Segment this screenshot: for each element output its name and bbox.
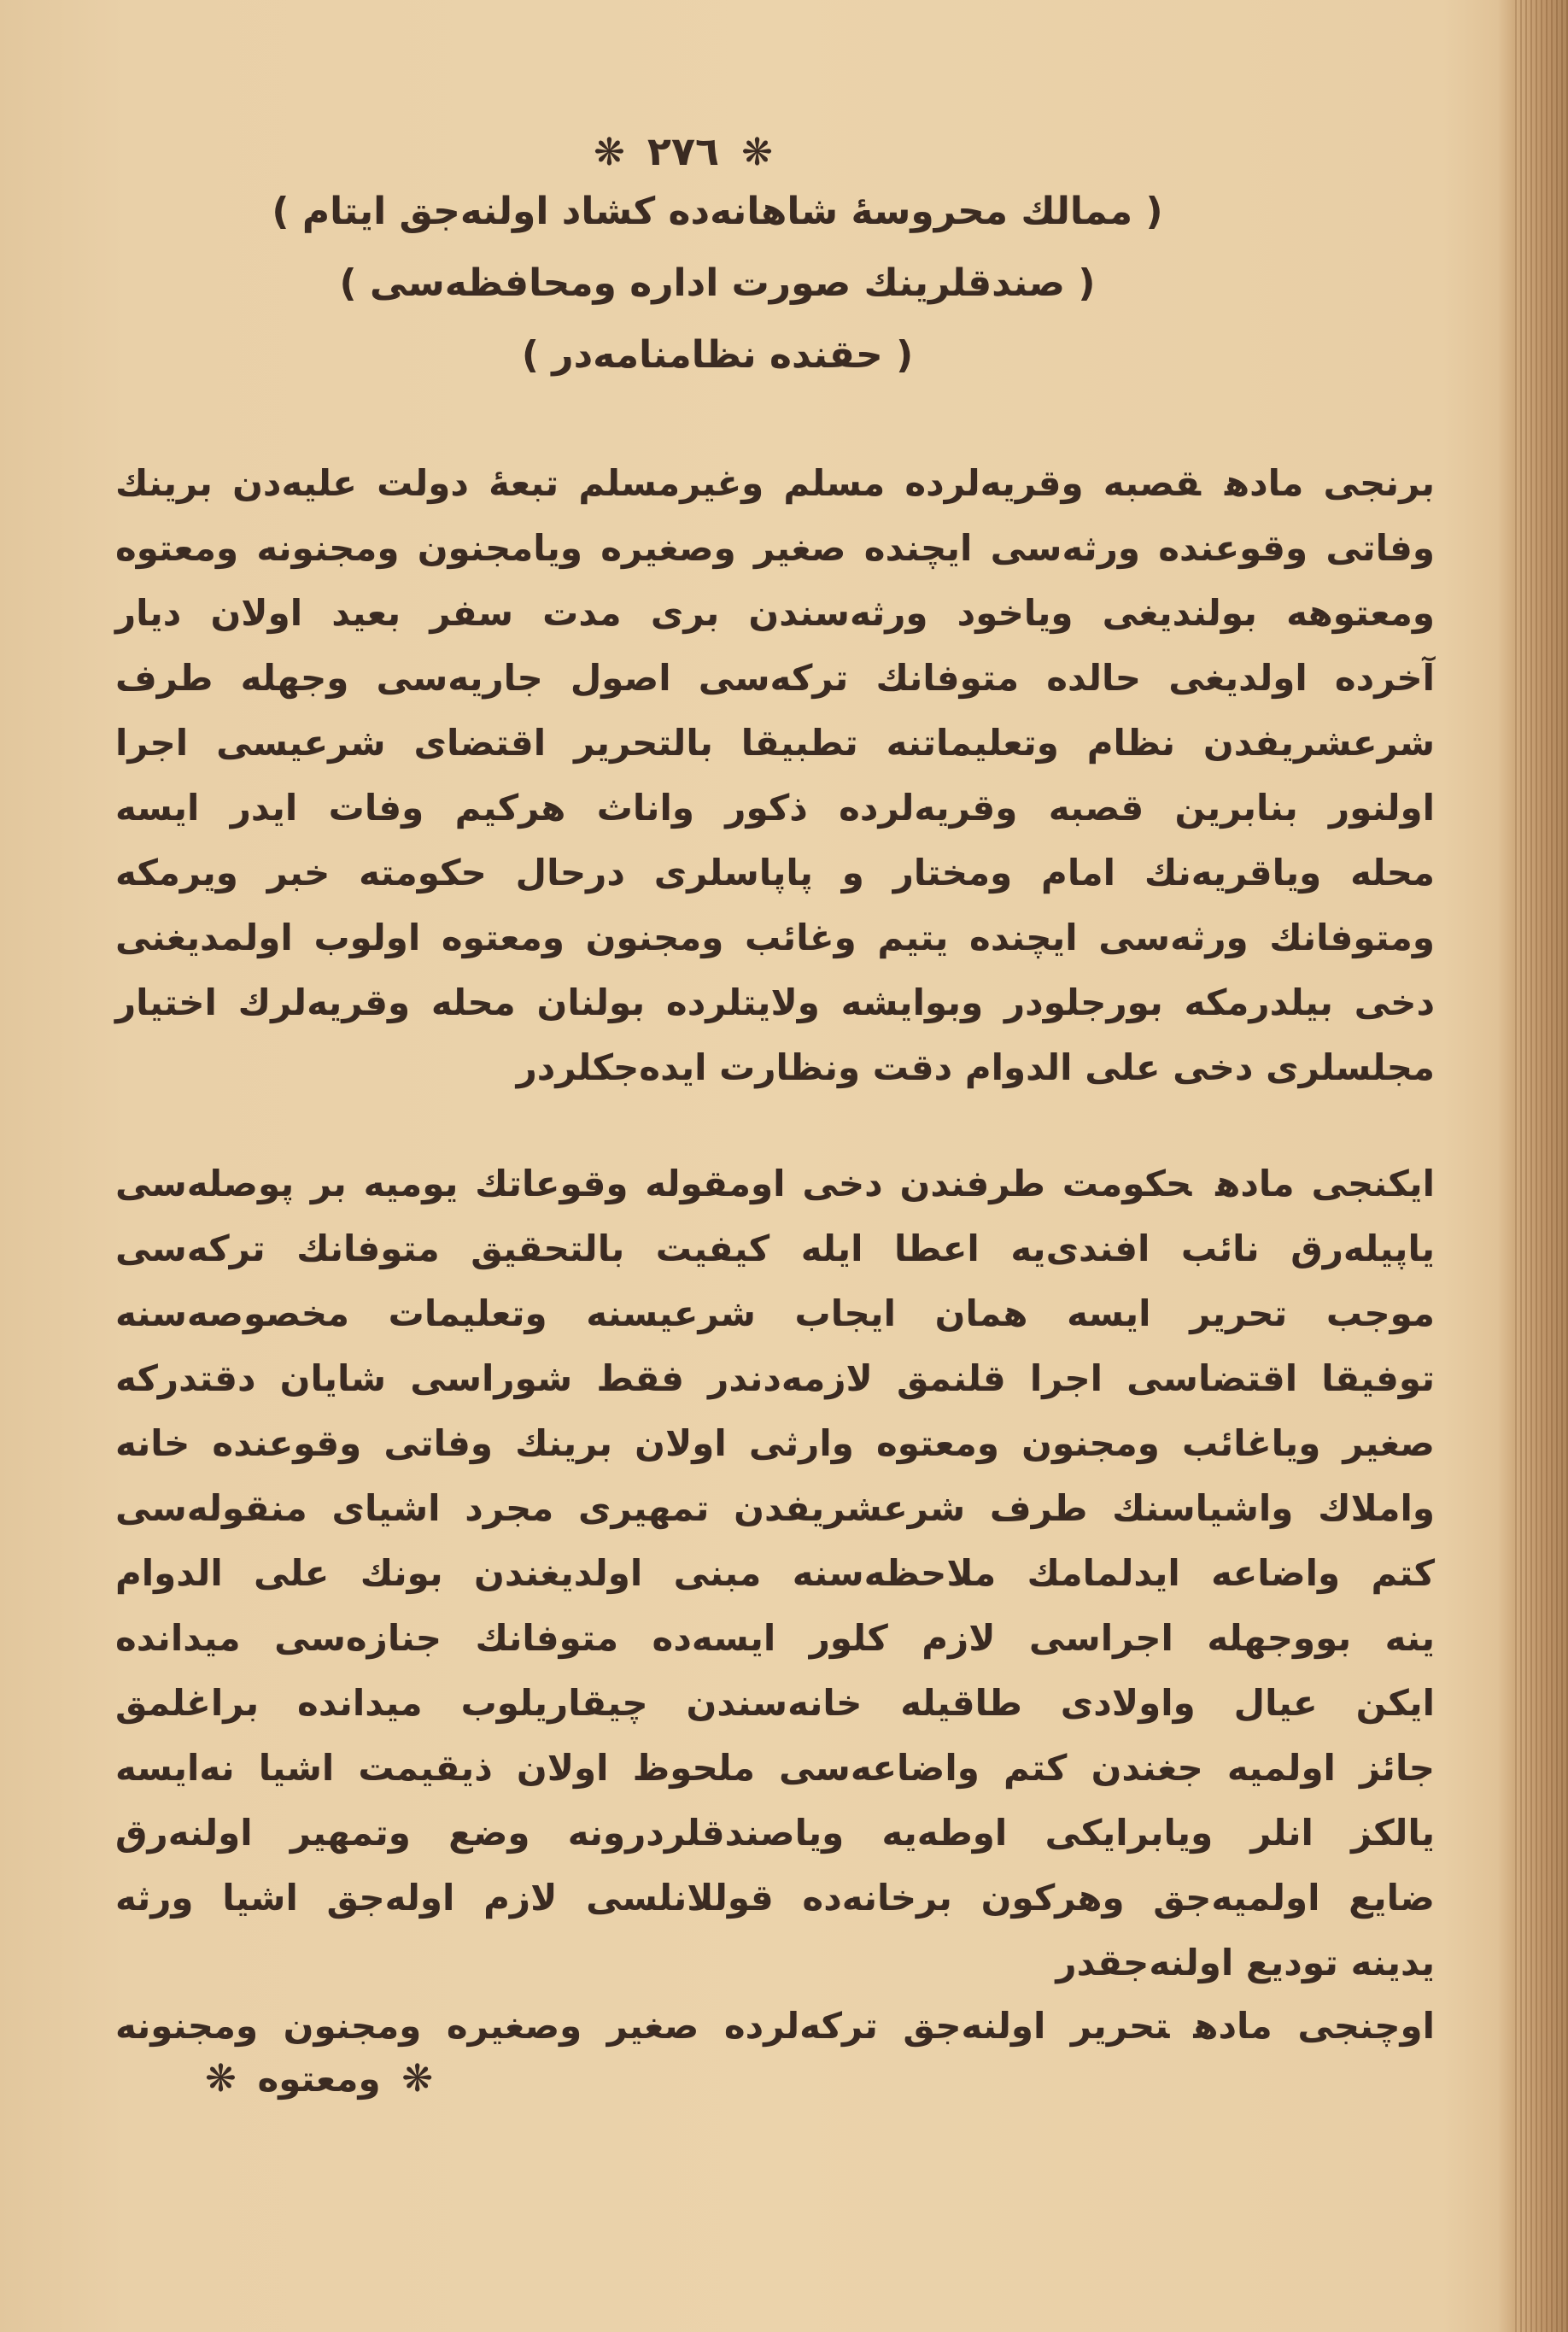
ornament-icon: ❋ bbox=[741, 131, 773, 174]
page-number-header bbox=[0, 128, 1366, 174]
ornament-icon: ❋ bbox=[205, 2057, 237, 2101]
text-line: دخى بيلدرمكه بورجلودر وبوايشه ولايتلرده بولنان محله وقريه‌لرك اختيار bbox=[115, 981, 1435, 1023]
text-line: ومتوفانك ورثه‌سى ايچنده يتيم وغائب ومجنون ومعتوه اولوب اولمديغنى bbox=[115, 917, 1435, 958]
article-heading: برنجى ماده bbox=[1224, 462, 1435, 504]
title-line-2: ( صندقلرينك صورت اداره ومحافظه‌سى ) bbox=[339, 261, 1096, 305]
text-line: ايكن عيال واولادى طاقيله خانه‌سندن چيقاريلوب ميدانده براغلمق bbox=[115, 1682, 1435, 1724]
text-line: قصبه وقريه‌لرده مسلم وغيرمسلم تبعهٔ دولت عليه‌دن برينك bbox=[115, 462, 1201, 504]
text-line: موجب تحرير ايسه همان ايجاب شرعيسنه وتعليمات مخصوصه‌سنه bbox=[115, 1292, 1435, 1334]
text-line: آخرده اولديغى حالده متوفانك تركه‌سى اصول جاريه‌سى وجهله طرف bbox=[115, 657, 1435, 699]
article-3 bbox=[115, 1994, 1435, 2059]
text-line: كتم واضاعه ايدلمامك ملاحظه‌سنه مبنى اولديغندن بونك على الدوام bbox=[115, 1552, 1435, 1594]
text-line: يدينه توديع اولنه‌جقدر bbox=[1056, 1942, 1435, 1983]
catchword bbox=[196, 2057, 442, 2101]
article-heading: ايكنجى ماده bbox=[1215, 1163, 1435, 1204]
text-line: حكومت طرفندن دخى اومقوله وقوعاتك يوميه بر پوصله‌سى bbox=[115, 1163, 1192, 1204]
text-line: شرعشريفدن نظام وتعليماتنه تطبيقا بالتحرير اقتضاى شرعيسى اجرا bbox=[115, 722, 1435, 764]
text-line: وفاتى وقوعنده ورثه‌سى ايچنده صغير وصغيره ويامجنون ومجنونه ومعتوه bbox=[115, 527, 1435, 569]
article-heading: اوچنجى ماده bbox=[1193, 2005, 1435, 2047]
ornament-icon: ❋ bbox=[401, 2057, 434, 2101]
text-line: محله وياقريه‌نك امام ومختار و پاپاسلرى درحال حكومته خبر ويرمكه bbox=[115, 852, 1435, 894]
title-line-1: ( ممالك محروسهٔ شاهانه‌ده كشاد اولنه‌جق ايتام ) bbox=[272, 190, 1163, 233]
text-line: مجلسلرى دخى على الدوام دقت ونظارت ايده‌جكلردر bbox=[516, 1046, 1435, 1088]
page-number: ٢٧٦ bbox=[647, 128, 720, 174]
ornament-icon: ❋ bbox=[593, 131, 625, 174]
text-line: يالكز انلر ويابرايكى اوطه‌يه وياصندقلردرونه وضع وتمهير اولنه‌رق bbox=[115, 1812, 1435, 1854]
text-line: ومعتوهه بولنديغى وياخود ورثه‌سندن برى مدت سفر بعيد اولان ديار bbox=[115, 592, 1435, 634]
article-2 bbox=[115, 1151, 1435, 1995]
text-line: توفيقا اقتضاسى اجرا قلنمق لازمه‌دندر فقط شوراسى شايان دقتدركه bbox=[115, 1357, 1435, 1399]
text-line: اولنور بنابرين قصبه وقريه‌لرده ذكور واناث هركيم وفات ايدر ايسه bbox=[115, 787, 1435, 829]
text-line: ياپيله‌رق نائب افندى‌يه اعطا ايله كيفيت بالتحقيق متوفانك تركه‌سى bbox=[115, 1228, 1435, 1269]
text-line: ينه بووجهله اجراسى لازم كلور ايسه‌ده متوفانك جنازه‌سى ميدانده bbox=[115, 1617, 1435, 1659]
catchword-text: ومعتوه bbox=[257, 2058, 381, 2100]
article-1 bbox=[115, 451, 1435, 1100]
text-line: جائز اولميه جغندن كتم واضاعه‌سى ملحوظ اولان ذيقيمت اشيا نه‌ايسه bbox=[115, 1747, 1435, 1789]
text-line: صغير وياغائب ومجنون ومعتوه وارثى اولان برينك وفاتى وقوعنده خانه bbox=[115, 1422, 1435, 1464]
text-line: ضايع اولميه‌جق وهركون برخانه‌ده قوللانلسى لازم اوله‌جق اشيا ورثه bbox=[115, 1877, 1435, 1919]
title-line-3: ( حقنده نظامنامه‌در ) bbox=[521, 333, 914, 377]
book-page-edge bbox=[1515, 0, 1568, 2332]
text-line: تحرير اولنه‌جق تركه‌لرده صغير وصغيره ومجنون ومجنونه bbox=[115, 2005, 1170, 2047]
text-line: واملاك واشياسنك طرف شرعشريفدن تمهيرى مجرد اشياى منقوله‌سى bbox=[115, 1487, 1435, 1529]
